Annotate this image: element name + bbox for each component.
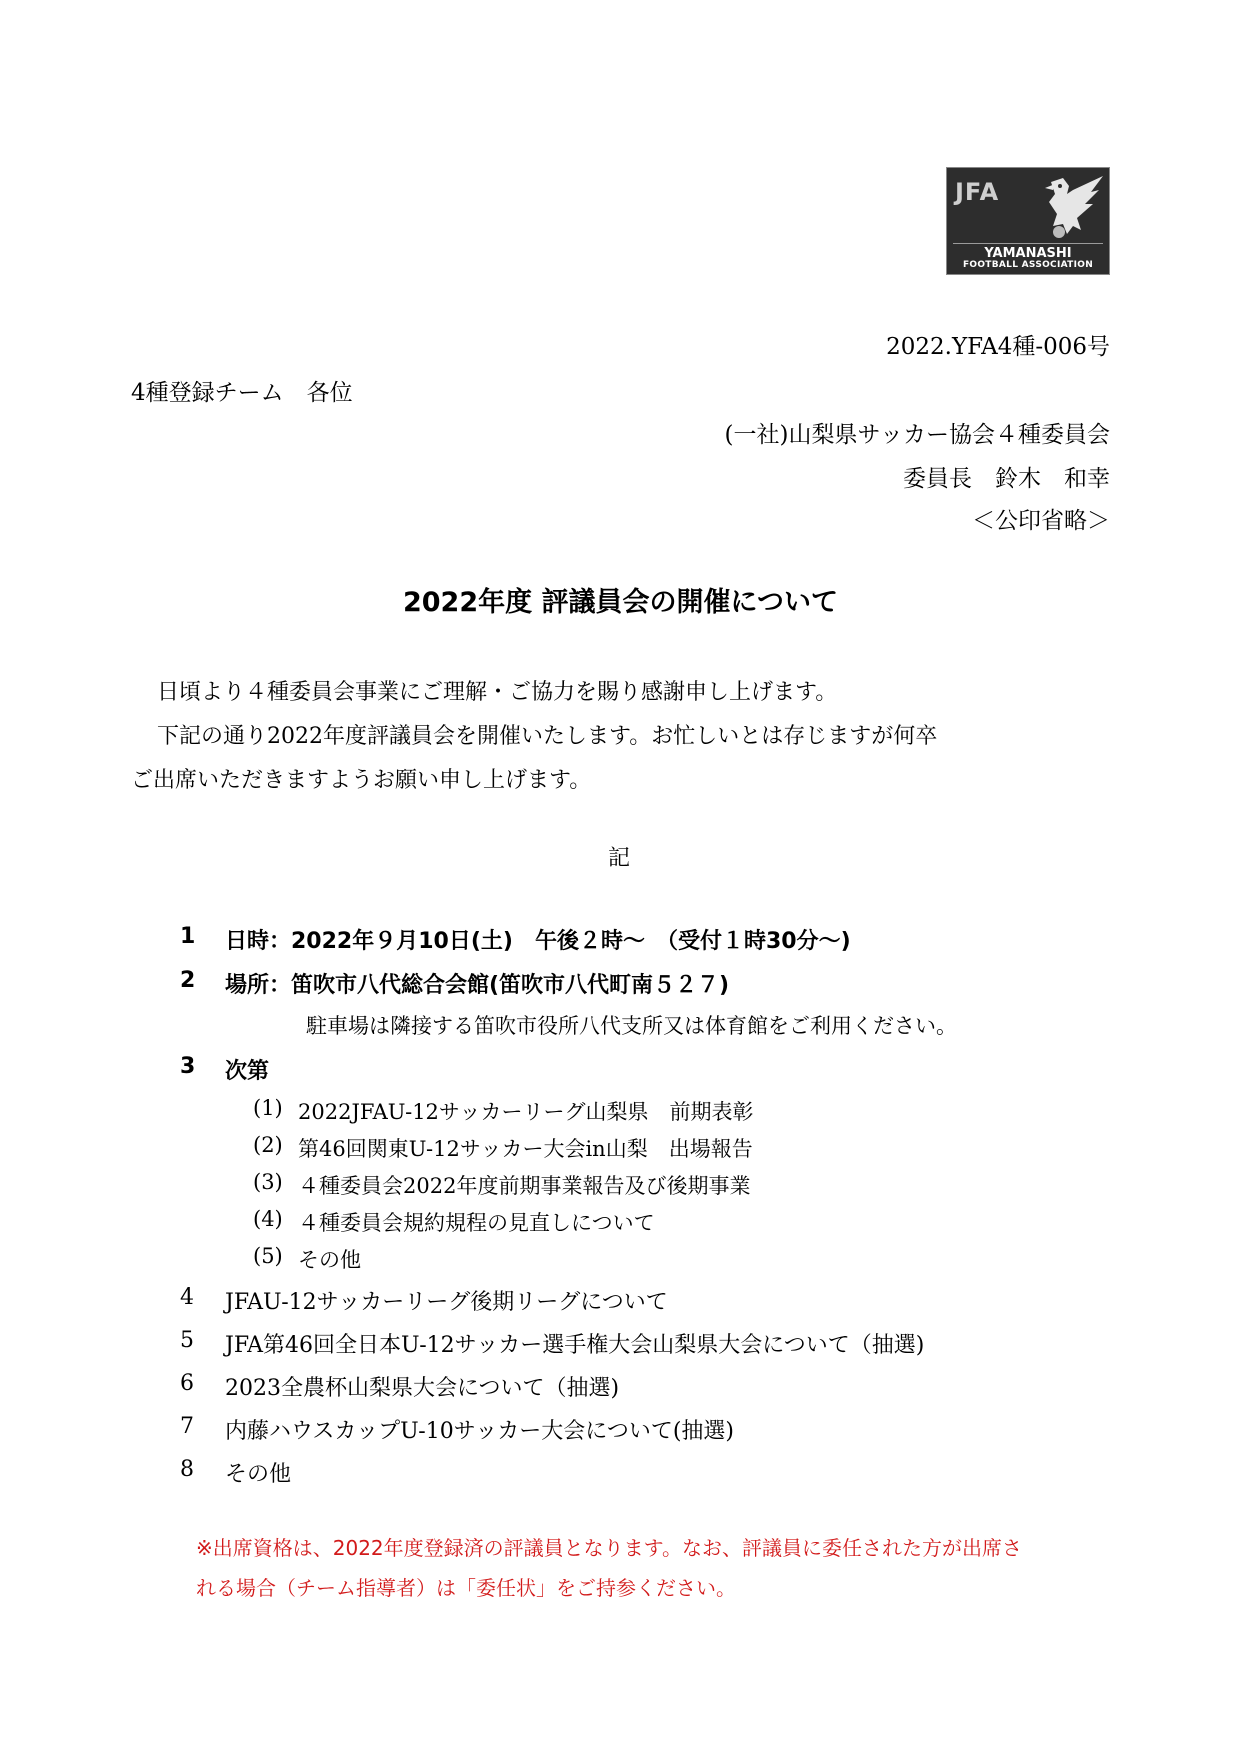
- jfa-yamanashi-logo: [946, 167, 1110, 275]
- logo-yamanashi-text: YAMANASHI: [953, 243, 1103, 261]
- logo-jfa-text: JFA: [955, 178, 1000, 206]
- item-4-text: JFAU-12サッカーリーグ後期リーグについて: [225, 1290, 668, 1315]
- sender-organization: (一社)山梨県サッカー協会４種委員会: [724, 422, 1110, 448]
- sub-item-5-number: (5): [253, 1244, 283, 1268]
- item-3-number: 3: [180, 1054, 196, 1079]
- seal-omitted-note: ＜公印省略＞: [972, 508, 1110, 534]
- item-8-number: 8: [180, 1457, 194, 1482]
- logo-association-text: FOOTBALL ASSOCIATION: [962, 260, 1094, 270]
- item-6-number: 6: [180, 1371, 194, 1396]
- item-8-text: その他: [225, 1462, 292, 1487]
- item-2-parking-note: 駐車場は隣接する笛吹市役所八代支所又は体育館をご利用ください。: [306, 1014, 957, 1038]
- attendance-note-line-1: ※出席資格は、2022年度登録済の評議員となります。なお、評議員に委任された方が出席さ: [196, 1536, 1023, 1560]
- item-5-number: 5: [180, 1328, 194, 1353]
- body-paragraph-1: 日頃より４種委員会事業にご理解・ご協力を賜り感謝申し上げます。: [157, 680, 838, 705]
- item-7-text: 内藤ハウスカップU-10サッカー大会について(抽選): [225, 1419, 734, 1444]
- sub-item-3-text: ４種委員会2022年度前期事業報告及び後期事業: [298, 1174, 751, 1198]
- item-7-number: 7: [180, 1414, 194, 1439]
- item-3-agenda: 次第: [225, 1059, 270, 1084]
- body-paragraph-2-line-2: ご出席いただきますようお願い申し上げます。: [131, 768, 592, 793]
- attendance-note-line-2: れる場合（チーム指導者）は「委任状」をご持参ください。: [196, 1576, 736, 1600]
- sub-item-3-number: (3): [253, 1170, 283, 1194]
- addressee: 4種登録チーム 各位: [131, 380, 353, 406]
- ki-heading: 記: [608, 846, 631, 871]
- sub-item-1-text: 2022JFAU-12サッカーリーグ山梨県 前期表彰: [298, 1100, 754, 1124]
- item-6-text: 2023全農杯山梨県大会について（抽選): [225, 1376, 620, 1401]
- item-2-number: 2: [180, 968, 196, 993]
- sub-item-5-text: その他: [298, 1248, 361, 1272]
- document-title: 2022年度 評議員会の開催について: [402, 587, 838, 618]
- item-4-number: 4: [180, 1285, 194, 1310]
- sub-item-1-number: (1): [253, 1096, 283, 1120]
- sub-item-4-text: ４種委員会規約規程の見直しについて: [298, 1211, 655, 1235]
- sub-item-2-text: 第46回関東U-12サッカー大会in山梨 出場報告: [298, 1137, 753, 1161]
- item-1-number: 1: [180, 924, 196, 949]
- eagle-icon: [1033, 174, 1105, 240]
- item-5-text: JFA第46回全日本U-12サッカー選手権大会山梨県大会について（抽選): [225, 1333, 925, 1358]
- item-1-datetime: 日時：2022年９月10日(土) 午後２時～ （受付１時30分～): [225, 929, 851, 954]
- document-number: 2022.YFA4種-006号: [886, 334, 1110, 360]
- sender-person: 委員長 鈴木 和幸: [903, 466, 1110, 492]
- sub-item-2-number: (2): [253, 1133, 283, 1157]
- attendance-note: [196, 1528, 1126, 1608]
- item-2-venue: 場所：笛吹市八代総合会館(笛吹市八代町南５２７): [225, 973, 730, 998]
- sub-item-4-number: (4): [253, 1207, 283, 1231]
- body-paragraph-2-line-1: 下記の通り2022年度評議員会を開催いたします。お忙しいとは存じますが何卒: [157, 724, 938, 749]
